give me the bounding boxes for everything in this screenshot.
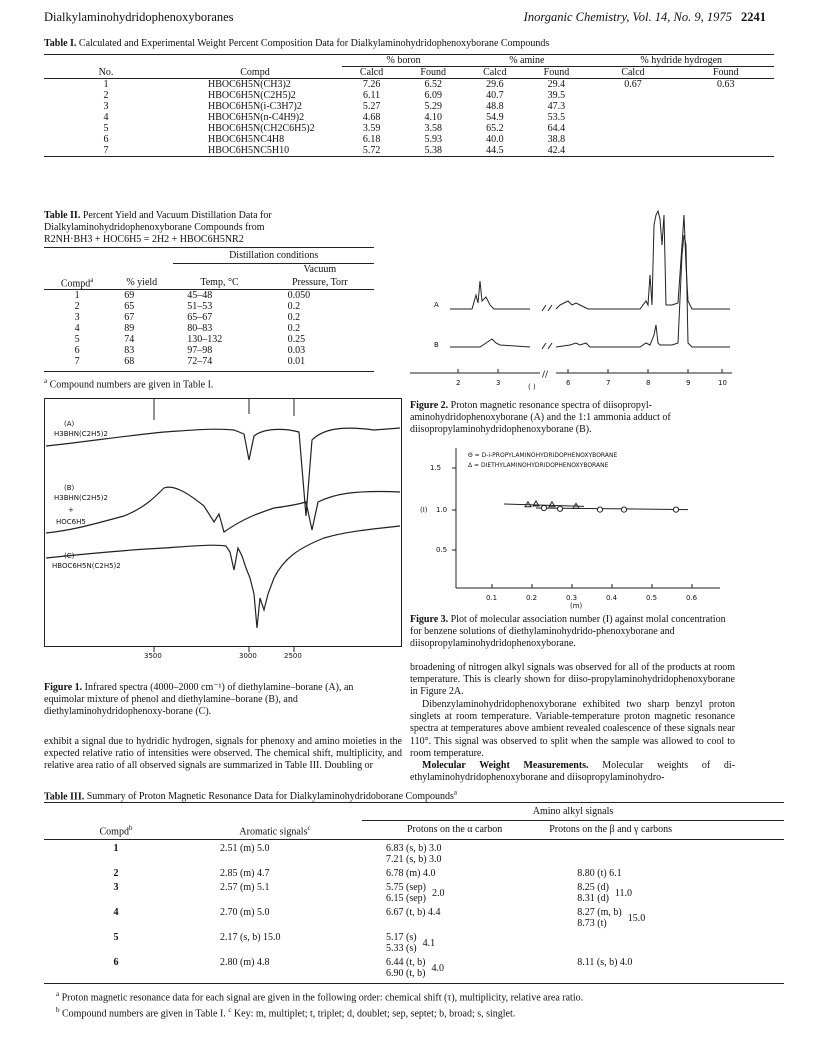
t2-col-pressure: Pressure, Torr [291,276,348,288]
fig1-xtick: 3500 [144,652,162,660]
fig3-ylabel: (I) [420,506,428,514]
table-cell: 3.58 [424,123,442,134]
table-row [44,954,784,979]
area-ratio: 2.0 [432,887,445,899]
t1-col-found: Found [543,67,570,78]
alpha-signals [362,904,547,929]
table-cell: 3 [103,101,109,112]
table-row [44,112,774,123]
table-cell: 6 [74,345,80,357]
table3-footnote-bc: $^b$ Compound numbers are given in Table I. $^c$ Key: m, multiplet; t, triplet; d, doublet; sep, septet; b, broad; s, singlet. [56,1006,516,1020]
table-cell: 5.72 [362,145,381,156]
table-cell: 0.050 [287,290,311,302]
fig1-label-plus: + [68,506,74,514]
mw-heading: Molecular Weight Measurements. [422,760,589,771]
table-cell: 5.27 [362,101,381,112]
table-row [44,839,784,865]
table1-label: Table I. [44,38,77,49]
signal-line: 6.83 (s, b) 3.0 [386,842,442,854]
table-cell: 5 [74,334,80,346]
signal-line: 8.73 (t) [577,917,607,929]
table-cell: 130–132 [187,334,223,346]
beta-signals [547,865,784,879]
t1-col-no: No. [98,66,114,78]
table-cell: 2 [103,90,109,101]
svg-text://: // [542,370,549,380]
fig1-label-phenol: HOC6H5 [56,518,86,526]
t3-col-aromatic: Aromatic signals$^c$ [239,823,311,837]
fig1-xtick: 3000 [239,652,257,660]
signal-line: 5.75 (sep)2.0 [386,881,445,899]
table-cell: 6.11 [363,90,381,101]
table1-caption [44,38,784,50]
running-title: Dialkylaminohydridophenoxyboranes [44,10,234,24]
t2-col-yield: % yield [126,276,158,288]
table-cell: 5 [103,123,109,134]
compound-number: 1 [113,842,119,854]
table-cell: 7 [103,145,109,156]
compound-number: 6 [113,956,119,968]
figure3-caption-text: Plot of molecular association number (I) against molal concentration for benzene solutions of diethylaminohydrido-phenoxyborane and diisopropylaminohydridophenoxyborane. [410,614,726,649]
fig1-label-b: (B) [64,484,75,492]
t2-group-header: Distillation conditions [173,248,374,264]
table-cell: 5.29 [424,101,442,112]
table-cell [588,101,677,112]
fig3-xtick: 0.5 [646,594,658,602]
beta-signals [547,954,784,979]
table-row [44,312,374,323]
t3-col-alpha: Protons on the α carbon [407,824,503,836]
figure3-plot [420,448,730,610]
right-paragraph-2: Dibenzylaminohydridophenoxyborane exhibited two sharp benzyl proton singlets at room temperature. Variable-temperature proton magnetic resonance spectra at temperatures above ambient revealed coalescence of these signals near 110°. This signal was observed to split when the sample was allowed to cool to room temperature. [410,699,735,759]
table-cell: 39.5 [547,90,566,101]
t1-col-calcd: Calcd [621,67,645,78]
table-cell: 4.10 [424,112,442,123]
table-cell: 51–53 [187,301,213,313]
beta-signals [547,839,784,865]
table-cell: 65 [124,301,135,313]
table-row [44,356,374,367]
compound-formula: HBOC6H5N(n-C4H9)2 [208,112,305,123]
diisopropyl-point [541,505,546,510]
table-cell: 7.26 [362,79,381,90]
table-row [44,101,774,112]
table2-caption-line: R2NH·BH3 + HOC6H5 = 2H2 + HBOC6H5NR2 [44,234,244,245]
table-cell: 3 [74,312,80,324]
beta-signals [547,904,784,929]
table-cell: 29.4 [547,79,566,90]
fig3-ytick: 0.5 [436,546,448,554]
table-cell: 0.2 [287,312,301,324]
table-cell: 29.6 [486,79,504,90]
figure2 [410,205,732,395]
signal-line: 6.44 (t, b)4.0 [386,956,444,974]
table-cell [678,90,774,101]
table2-caption [44,210,364,246]
fig2-xtick: 10 [718,379,727,387]
t3-col-compd: Compd$^b$ [99,823,133,837]
table-row [44,929,784,954]
compound-formula: HBOC6H5NC5H10 [208,145,290,156]
table-cell [678,101,774,112]
table-cell: 47.3 [547,101,566,112]
table-cell: 40.0 [486,134,504,145]
table-cell: 6 [103,134,109,145]
aromatic-signal: 2.17 (s, b) 15.0 [220,931,281,943]
figure3 [420,448,730,610]
alpha-signals [362,879,547,904]
fig2-xtick: 8 [646,379,651,387]
table-cell [588,145,677,157]
table2-label: Table II. [44,210,81,221]
fig2-xtick: 2 [456,379,461,387]
t3-col-beta: Protons on the β and γ carbons [549,824,673,836]
table-cell: 4.68 [362,112,381,123]
fig3-xtick: 0.2 [526,594,538,602]
fig3-xtick: 0.4 [606,594,618,602]
area-ratio: 15.0 [627,912,646,924]
diisopropyl-point [621,507,626,512]
table-row [44,79,774,91]
alpha-signals [362,839,547,865]
figure2-caption-text: Proton magnetic resonance spectra of diisopropyl-aminohydridophenoxyborane (A) and the 1:1 ammonia adduct of diisopropylaminohydridophenoxyborane (B). [410,400,671,435]
right-paragraph-1: broadening of nitrogen alkyl signals was observed for all of the products at room temperature. This is clearly shown for diiso-propylaminohydridophenoxyborane in Figure 2A. [410,662,735,698]
table-cell: 72–74 [187,356,213,368]
right-paragraph-3 [410,760,735,784]
table-cell: 44.5 [486,145,504,156]
table-cell: 0.67 [624,79,642,90]
diisopropyl-point [557,506,562,511]
t2-col-compd: Compd$^a$ [60,276,94,290]
t1-col-calcd: Calcd [359,67,384,78]
table-row [44,290,374,302]
table-cell: 42.4 [547,145,566,156]
fig1-label-c: (C) [64,552,75,560]
figure2-label: Figure 2. [410,400,449,411]
table-cell: 53.5 [547,112,566,123]
alpha-signals [362,865,547,879]
table-cell: 65.2 [486,123,504,134]
compound-formula: HBOC6H5N(CH2C6H5)2 [208,123,315,134]
table-cell: 1 [74,290,80,302]
table2-caption-line: Percent Yield and Vacuum Distillation Data for [82,210,272,221]
table-cell: 5.93 [424,134,442,145]
area-ratio: 11.0 [614,887,633,899]
table-cell: 4 [103,112,109,123]
table-cell: 5.38 [424,145,442,156]
table-cell: 64.4 [547,123,566,134]
table1-caption-text: Calculated and Experimental Weight Percent Composition Data for Dialkylaminohydridophenoxyborane Compounds [78,38,550,49]
figure1-caption-text: Infrared spectra (4000–2000 cm⁻¹) of diethylamine–borane (A), an equimolar mixture of phenol and diethylamine–borane (B), and diethylaminohydridophenoxy-borane (C). [44,682,354,717]
signal-line: 5.17 (s)4.1 [386,931,436,949]
t2-col-temp: Temp, °C [200,276,239,288]
diisopropyl-point [597,507,602,512]
table-cell: 6.52 [424,79,442,90]
table-cell: 0.03 [287,345,306,357]
compound-number: 4 [113,906,119,918]
table-cell: 0.01 [287,356,306,368]
table-cell: 4 [74,323,80,335]
fig2-label-b: B [434,341,439,349]
fig1-label-a-formula: H3BHN(C2H5)2 [54,430,108,438]
diethyl-point [549,502,555,507]
table-cell: 40.7 [486,90,504,101]
compound-number: 3 [113,881,119,893]
table-row [44,301,374,312]
table-cell: 67 [124,312,135,324]
fig2-xtick: 9 [686,379,691,387]
fig2-xtick: 7 [606,379,611,387]
figure2-caption [410,400,735,436]
table-cell [588,123,677,134]
compound-number: 2 [113,867,119,879]
aromatic-signal: 2.70 (m) 5.0 [220,906,270,918]
t3-group-header: Amino alkyl signals [362,803,784,821]
signal-line: 8.25 (d)11.0 [577,881,633,899]
t1-group-boron: % boron [342,55,465,67]
page-number: 2241 [741,10,766,24]
table-row [44,123,774,134]
compound-formula: HBOC6H5N(CH3)2 [208,79,291,90]
table-row [44,334,374,345]
table-cell: 45–48 [187,290,213,302]
fig3-xtick: 0.6 [686,594,698,602]
table-row [44,345,374,356]
table-cell: 7 [74,356,80,368]
t1-group-amine: % amine [465,55,588,67]
signal-line: 8.27 (m, b)15.0 [577,906,646,924]
table-cell: 0.63 [717,79,735,90]
table-cell: 69 [124,290,135,302]
table-cell: 6.18 [362,134,381,145]
table-cell [588,134,677,145]
table-row [44,90,774,101]
aromatic-signal: 2.85 (m) 4.7 [220,867,270,879]
signal-line: 7.21 (s, b) 3.0 [386,853,442,865]
t1-col-calcd: Calcd [483,67,507,78]
alpha-signals [362,929,547,954]
signal-line: 8.80 (t) 6.1 [577,867,622,879]
table-cell: 2 [74,301,80,313]
table-cell: 80–83 [187,323,213,335]
figure3-label: Figure 3. [410,614,449,625]
fig1-label-c-formula: HBOC6H5N(C2H5)2 [52,562,121,570]
signal-line: 5.33 (s) [386,942,417,954]
table-cell: 1 [103,79,109,90]
signal-line: 6.67 (t, b) 4.4 [386,906,441,918]
left-paragraph: exhibit a signal due to hydridic hydrogen, signals for phenoxy and amino moieties in the expected relative ratio of intensities were observed. The chemical shift, multiplicity, and relative area ratio of all observed signals are summarized in Table III. Doubling or [44,736,402,772]
t1-col-compd: Compd [240,66,270,78]
table-cell: 65–67 [187,312,213,324]
table-row [44,145,774,157]
figure2-pmr-spectra [410,205,732,395]
figure1-caption [44,682,382,718]
fig3-xlabel: (m) [570,602,583,610]
table3-footnote-a: $^a$ Proton magnetic resonance data for each signal are given in the following order: chemical shift (τ), multiplicity, relative area ratio. [56,989,584,1004]
table3 [44,802,784,1020]
table-cell: 83 [124,345,135,357]
alpha-signals [362,954,547,979]
beta-signals [547,879,784,904]
table-row [44,323,374,334]
diisopropyl-point [673,507,678,512]
fig1-xtick: 2500 [284,652,302,660]
fig2-label-a: A [434,301,439,309]
aromatic-signal: 2.80 (m) 4.8 [220,956,270,968]
aromatic-signal: 2.57 (m) 5.1 [220,881,270,893]
table3-caption [44,787,784,803]
journal-citation [524,10,766,25]
fig3-xtick: 0.1 [486,594,498,602]
table3-caption-text: Summary of Proton Magnetic Resonance Data for Dialkylaminohydridoborane Compounds$^a$ [86,789,457,803]
table-cell: 97–98 [187,345,213,357]
table3-label: Table III. [44,791,85,803]
fig3-ytick: 1.5 [430,464,442,472]
table-cell [588,112,677,123]
signal-line: 6.78 (m) 4.0 [386,867,436,879]
signal-line: 6.90 (t, b) [386,967,426,979]
fig2-xtick: 6 [566,379,571,387]
table-row [44,904,784,929]
table-cell: 0.2 [287,301,301,313]
table1 [44,54,774,157]
area-ratio: 4.1 [422,937,436,949]
fig3-xtick: 0.3 [566,594,578,602]
area-ratio: 4.0 [431,962,444,974]
figure3-caption [410,614,735,650]
table-cell: 74 [124,334,135,346]
signal-line: 8.11 (s, b) 4.0 [577,956,633,968]
compound-formula: HBOC6H5N(C2H5)2 [208,90,296,101]
fig2-xtick: 3 [496,379,501,387]
figure1-label: Figure 1. [44,682,83,693]
table-cell: 0.25 [287,334,306,346]
mw-text: Molecular weights of di-ethylaminohydridophenoxyborane and diisopropylaminohydro- [410,760,735,784]
table-row [44,865,784,879]
table-cell: 68 [124,356,135,368]
table-cell [678,134,774,145]
table2-caption-line: Dialkylaminohydridophenoxyborane Compounds from [44,222,265,233]
figure1 [44,398,402,666]
table-cell: 54.9 [486,112,504,123]
table-row [44,879,784,904]
fig2-xtick: ( ) [528,383,536,391]
table-cell [678,123,774,134]
fig3-legend-diisopropyl: Θ = D-i-PROPYLAMINOHYDRIDOPHENOXYBORANE [468,452,618,459]
beta-signals [547,929,784,954]
table-cell: 89 [124,323,135,335]
fig1-label-a: (A) [64,420,75,428]
compound-number: 5 [113,931,119,943]
table2-footnote: $^a$ Compound numbers are given in Table I. [44,371,374,391]
table-row [44,134,774,145]
fig3-legend-diethyl: Δ = DIETHYLAMINOHYDRIDOPHENOXYBORANE [468,462,609,469]
aromatic-signal: 2.51 (m) 5.0 [220,842,270,854]
signal-line: 6.15 (sep) [386,892,426,904]
table-cell: 3.59 [362,123,381,134]
fig3-ytick: 1.0 [436,506,448,514]
table-cell: 6.09 [424,90,442,101]
figure1-ir-spectra [44,398,402,666]
table-cell [678,112,774,123]
table-cell: 48.8 [486,101,504,112]
journal-name: Inorganic Chemistry, Vol. 14, No. 9, 1975 [523,10,732,24]
table-cell [678,145,774,157]
table-cell: 0.2 [287,323,301,335]
compound-formula: HBOC6H5N(i-C3H7)2 [208,101,302,112]
t1-col-found: Found [420,67,446,78]
fig1-label-b-formula: H3BHN(C2H5)2 [54,494,108,502]
t1-group-hydride: % hydride hydrogen [588,55,774,67]
table-cell [588,90,677,101]
table-cell: 38.8 [547,134,566,145]
table2: Distillation conditions Vacuum Compd$^a$ % yield Temp, °C Pressure, Torr 1 69 45–48 0.050 2 65 51–53 0.2 3 67 65–67 0.2 4 89 80–83 0.2 5 74 130–132 0.25 6 83 97–98 0.03 7 68 72–74 0.01 $^a$ Compound numbers are given in Table I. [44,247,374,392]
compound-formula: HBOC6H5NC4H8 [208,134,285,145]
signal-line: 8.31 (d) [577,892,609,904]
t1-col-found: Found [712,67,739,78]
